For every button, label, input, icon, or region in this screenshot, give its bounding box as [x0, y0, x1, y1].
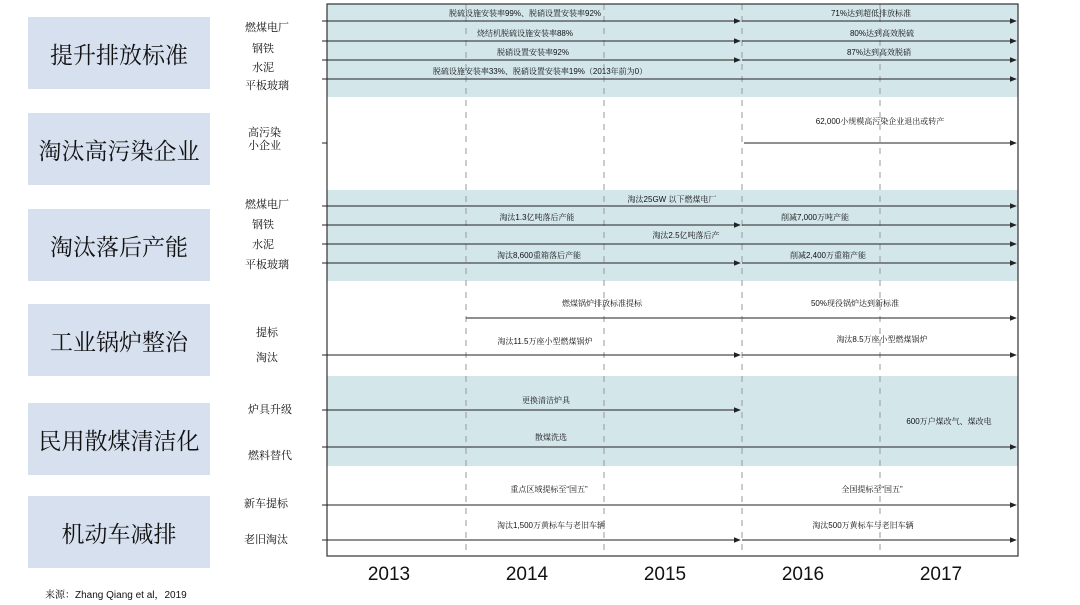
- annotation-text: 散煤洗选: [535, 433, 567, 442]
- annotation-text: 600万户煤改气、煤改电: [906, 417, 992, 426]
- source-citation: 来源：Zhang Qiang et al，2019: [45, 590, 187, 601]
- row-label-power-plant: 燃煤电厂: [245, 199, 289, 211]
- cat-vehicle-emissions: 机动车减排: [28, 496, 210, 568]
- annotation-text: 更换清洁炉具: [522, 396, 570, 405]
- annotation-text: 烧结机脱硫设施安装率88%: [476, 29, 574, 38]
- band-emission-standards: [327, 4, 1018, 97]
- annotation-text: 62,000小规模高污染企业退出或转产: [815, 117, 945, 126]
- annotation-text: 淘汰8,600重箱落后产能: [496, 251, 582, 260]
- row-label-flat-glass: 平板玻璃: [245, 80, 289, 92]
- annotation-text: 87%达到高效脱硝: [846, 48, 912, 57]
- annotation-text: 脱硫设施安装率99%、脱硝设置安装率92%: [448, 9, 602, 18]
- row-label-steel: 钢铁: [252, 43, 274, 55]
- year-axis: [368, 564, 962, 585]
- annotation-text: 脱硫设施安装率33%、脱硝设置安装率19%（2013年前为0）: [432, 67, 648, 76]
- row-label-new-vehicle: 新车提标: [244, 498, 288, 510]
- year-label: 2016: [781, 564, 825, 585]
- row-label-power-plant: 燃煤电厂: [245, 22, 289, 34]
- row-label-fuel-replacement: 燃料替代: [248, 450, 292, 462]
- row-label-small-polluters: 高污染 小企业: [248, 127, 281, 152]
- annotation-text: 脱硝设置安装率92%: [496, 48, 570, 57]
- annotation-text: 削减7,000万吨产能: [780, 213, 850, 222]
- annotation-text: 淘汰2.5亿吨落后产: [652, 231, 720, 240]
- cat-emission-standards: 提升排放标准: [28, 17, 210, 89]
- annotation-text: 80%达到高效脱硫: [849, 29, 915, 38]
- annotation-text: 淘汰25GW 以下燃煤电厂: [627, 195, 717, 204]
- row-label-upgrade: 提标: [256, 327, 278, 339]
- cat-civil-coal: 民用散煤清洁化: [28, 403, 210, 475]
- annotation-text: 淘汰1.3亿吨落后产能: [499, 213, 575, 222]
- annotation-text: 全国提标至“国五”: [841, 485, 903, 494]
- annotation-text: 71%达到超低排放标准: [830, 9, 912, 18]
- annotation-text: 50%现役锅炉达到新标准: [810, 299, 900, 308]
- year-label: 2017: [919, 564, 963, 585]
- annotation-text: 重点区域提标至“国五”: [510, 485, 588, 494]
- row-label-cement: 水泥: [252, 62, 274, 74]
- cat-eliminate-capacity: 淘汰落后产能: [28, 209, 210, 281]
- annotation-text: 淘汰1,500万黄标车与老旧车辆: [496, 521, 606, 530]
- cat-industrial-boilers: 工业锅炉整治: [28, 304, 210, 376]
- year-label: 2014: [505, 564, 549, 585]
- row-label-stove-upgrade: 炉具升级: [248, 404, 292, 416]
- annotation-text: 削减2,400万重箱产能: [789, 251, 867, 260]
- row-label-cement: 水泥: [252, 239, 274, 251]
- year-label: 2013: [367, 564, 411, 585]
- cat-eliminate-polluting: 淘汰高污染企业: [28, 113, 210, 185]
- annotation-text: 燃煤锅炉排放标准提标: [562, 299, 642, 308]
- row-label-eliminate: 淘汰: [256, 352, 278, 364]
- row-label-steel: 钢铁: [252, 219, 274, 231]
- annotation-text: 淘汰8.5万座小型燃煤锅炉: [836, 335, 928, 344]
- annotation-text: 淘汰500万黄标车与老旧车辆: [812, 521, 914, 530]
- row-label-old-vehicle: 老旧淘汰: [244, 534, 288, 546]
- annotation-text: 淘汰11.5万座小型燃煤锅炉: [497, 337, 593, 346]
- year-label: 2015: [643, 564, 687, 585]
- row-label-flat-glass: 平板玻璃: [245, 259, 289, 271]
